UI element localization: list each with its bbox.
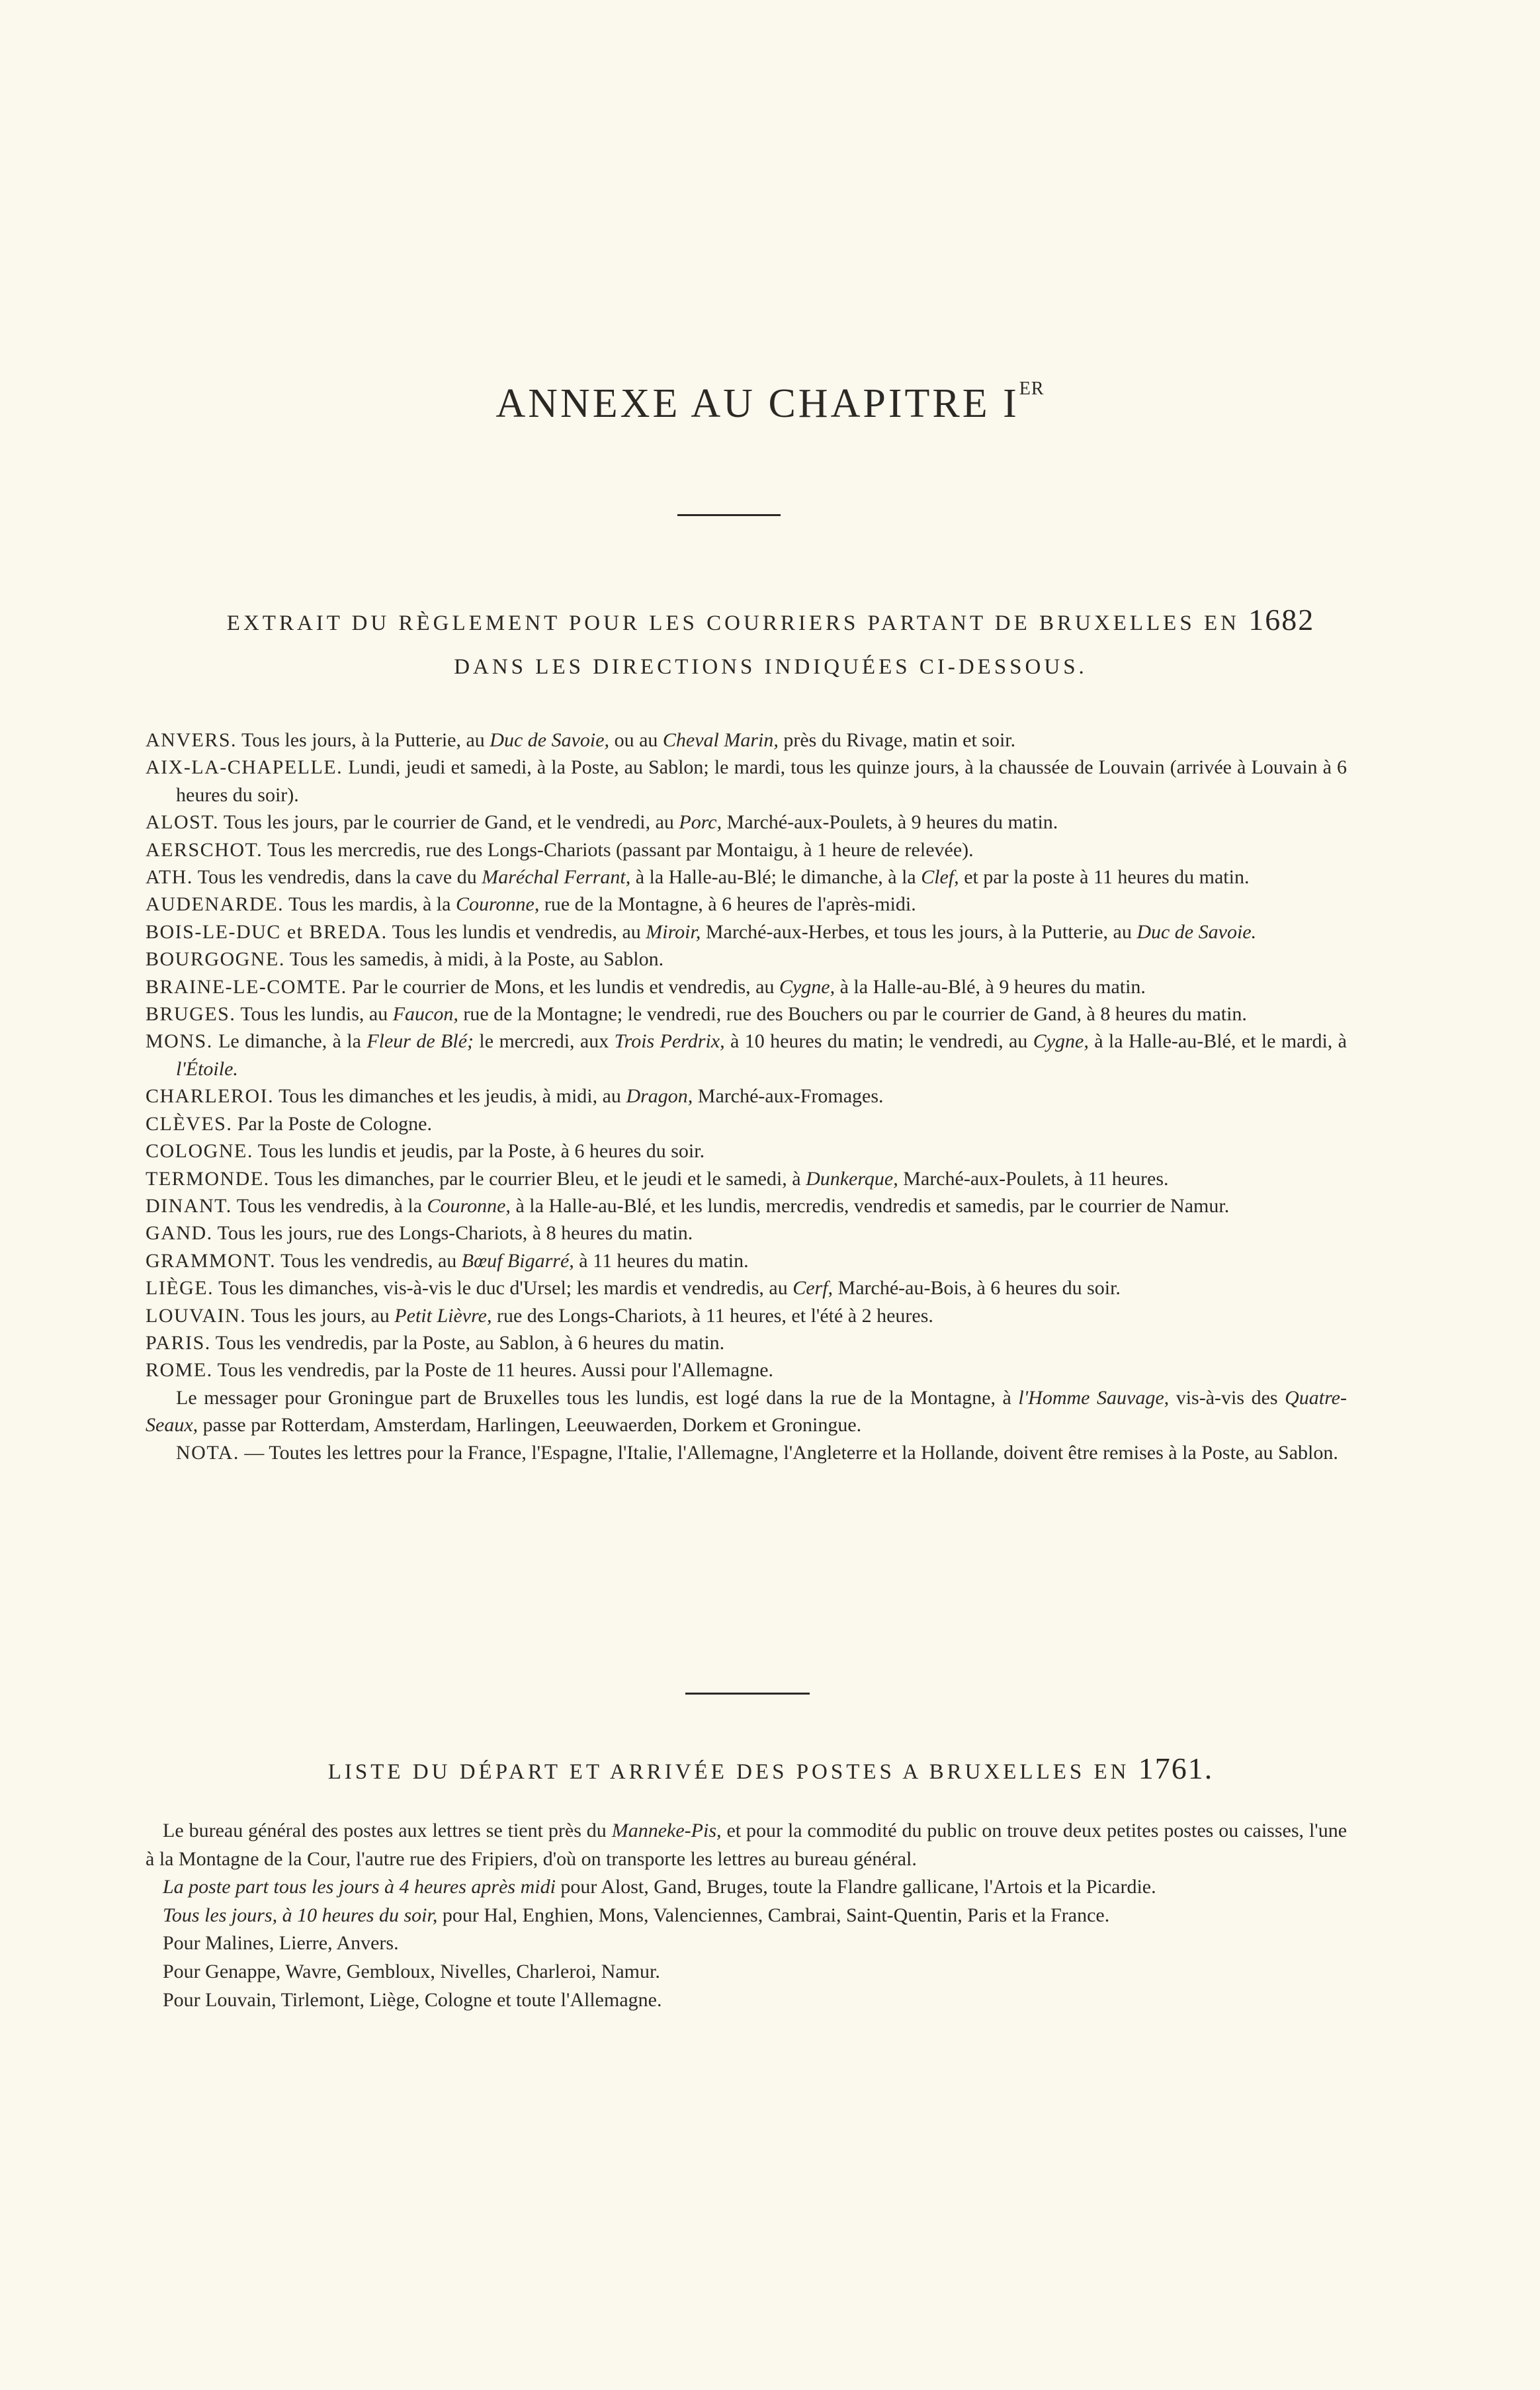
text-segment: le mercredi, aux — [474, 1030, 615, 1053]
text-segment: à la Halle-au-Blé, et les lundis, mercredis, vendredis et samedis, par le courrier de Namur. — [510, 1194, 1230, 1217]
entry — [146, 1439, 1347, 1466]
entry — [146, 1028, 1347, 1083]
text-segment: Tous les jours, à la Putterie, au — [237, 729, 490, 751]
entry-place: BRAINE-LE-COMTE. — [146, 975, 347, 998]
text-segment: passe par Rotterdam, Amsterdam, Harlingen, Leeuwaerden, Dorkem et Groningue. — [198, 1414, 862, 1437]
text-segment: Tous les dimanches, vis-à-vis le duc d'Ursel; les mardis et vendredis, au — [214, 1277, 793, 1300]
title-superscript: ER — [1019, 378, 1045, 399]
text-segment: Marché-aux-Poulets, à 9 heures du matin. — [722, 811, 1058, 834]
text-segment: rue des Longs-Chariots, à 11 heures, et l'été à 2 heures. — [492, 1304, 933, 1327]
entry-place: ALOST. — [146, 811, 219, 834]
extrait-heading-line1: EXTRAIT DU RÈGLEMENT POUR LES COURRIERS PARTANT DE BRUXELLES EN 1682 — [226, 603, 1315, 637]
text-segment: et par la poste à 11 heures du matin. — [959, 866, 1250, 889]
text-segment: Tous les vendredis, au — [276, 1249, 462, 1272]
italic-text: Couronne, — [427, 1194, 511, 1217]
text-segment: Marché-aux-Herbes, et tous les jours, à la Putterie, au — [701, 920, 1137, 943]
text-segment: Marché-aux-Poulets, à 11 heures. — [898, 1167, 1169, 1190]
entry — [146, 1247, 1347, 1274]
entry — [146, 754, 1347, 809]
page-title — [0, 378, 1540, 427]
text-segment: Pour Louvain, Tirlemont, Liège, Cologne et toute l'Allemagne. — [163, 1988, 662, 2011]
text-segment: pour Hal, Enghien, Mons, Valenciennes, Cambrai, Saint-Quentin, Paris et la France. — [437, 1904, 1110, 1926]
text-segment: Tous les jours, par le courrier de Gand, et le vendredi, au — [218, 811, 679, 834]
liste-paragraph — [146, 1929, 1347, 1958]
title-main: ANNEXE AU CHAPITRE I — [495, 381, 1019, 426]
text-segment: Tous les vendredis, dans la cave du — [192, 866, 482, 889]
text-segment: Tous les lundis et jeudis, par la Poste, à 6 heures du soir. — [253, 1140, 705, 1163]
entry — [146, 1274, 1347, 1302]
italic-text: Trois Perdrix, — [614, 1030, 725, 1053]
text-segment: Le dimanche, à la — [212, 1030, 367, 1053]
italic-text: Cheval Marin, — [662, 729, 779, 751]
text-segment: Tous les vendredis, à la — [232, 1194, 427, 1217]
text-segment: à la Halle-au-Blé; le dimanche, à la — [630, 866, 921, 889]
text-segment: Tous les jours, rue des Longs-Chariots, à 8 heures du matin. — [212, 1222, 693, 1245]
italic-text: Cygne, — [1033, 1030, 1089, 1053]
entry-place: ANVERS. — [146, 729, 237, 751]
entry — [146, 1000, 1347, 1028]
text-segment: pour Alost, Gand, Bruges, toute la Flandre gallicane, l'Artois et la Picardie. — [555, 1876, 1156, 1898]
entry-place: ROME. — [146, 1359, 213, 1382]
italic-text: Cerf, — [792, 1277, 834, 1300]
entry-place: PARIS. — [146, 1331, 211, 1354]
entry-place: NOTA. — [176, 1441, 239, 1464]
text-segment: ou au — [609, 729, 663, 751]
italic-text: Couronne, — [455, 893, 540, 916]
text-segment: rue de la Montagne, à 6 heures de l'après-midi. — [539, 893, 916, 916]
text-segment: Le messager pour Groningue part de Bruxelles tous les lundis, est logé dans la rue de la Montagne, à — [176, 1386, 1019, 1409]
entry-place: DINANT. — [146, 1194, 232, 1217]
italic-text: Duc de Savoie. — [1136, 920, 1257, 943]
text-segment: — Toutes les lettres pour la France, l'Espagne, l'Italie, l'Allemagne, l'Angleterre et la Hollande, doivent être remises à la Poste, au Sablon. — [239, 1441, 1338, 1464]
courrier-entries — [146, 727, 1347, 1466]
extrait-heading — [146, 598, 1396, 689]
italic-text: Dragon, — [626, 1085, 693, 1108]
italic-text: Petit Lièvre, — [394, 1304, 492, 1327]
text-segment: Pour Malines, Lierre, Anvers. — [163, 1932, 399, 1955]
italic-text: l'Étoile. — [176, 1057, 238, 1080]
text-segment: Tous les dimanches et les jeudis, à midi, au — [274, 1085, 626, 1108]
italic-text: Faucon, — [392, 1003, 458, 1026]
text-segment: près du Rivage, matin et soir. — [778, 729, 1016, 751]
liste-year: 1761. — [1138, 1751, 1214, 1785]
text-segment: Par la Poste de Cologne. — [232, 1112, 432, 1135]
italic-text: Duc de Savoie, — [490, 729, 610, 751]
italic-text: La poste part tous les jours à 4 heures après midi — [163, 1876, 556, 1898]
text-segment: Tous les samedis, à midi, à la Poste, au Sablon. — [284, 948, 664, 971]
title-rule — [677, 514, 781, 516]
italic-text: Manneke-Pis, — [611, 1820, 722, 1841]
text-segment: Tous les dimanches, par le courrier Bleu, et le jeudi et le samedi, à — [269, 1167, 806, 1190]
entry-place: BOURGOGNE. — [146, 948, 285, 971]
text-segment: et pour la commodité du public on trouve deux petites postes ou caisses, l'une à la Montagne de la Cour, l'autre rue des Fripiers, d'où on transporte les lettres au bureau général. — [146, 1820, 1348, 1870]
liste-heading: LISTE DU DÉPART ET ARRIVÉE DES POSTES A BRUXELLES EN 1761. — [327, 1751, 1214, 1785]
text-segment: Tous les vendredis, par la Poste, au Sablon, à 6 heures du matin. — [210, 1331, 725, 1354]
italic-text: Clef, — [921, 866, 959, 889]
entry — [146, 1384, 1347, 1439]
text-segment: Tous les mardis, à la — [284, 893, 456, 916]
entry-place: ATH. — [146, 866, 193, 889]
section-rule — [685, 1693, 810, 1695]
italic-text: Miroir, — [646, 920, 701, 943]
liste-paragraph — [146, 1986, 1347, 2015]
entry — [146, 1165, 1347, 1192]
text-segment: vis-à-vis des — [1169, 1386, 1285, 1409]
liste-paragraph — [146, 1958, 1347, 1986]
text-segment: à 11 heures du matin. — [574, 1249, 749, 1272]
text-segment: Par le courrier de Mons, et les lundis et vendredis, au — [347, 975, 779, 998]
text-segment: à la Halle-au-Blé, à 9 heures du matin. — [835, 975, 1146, 998]
extrait-year: 1682 — [1248, 603, 1315, 637]
italic-text: Dunkerque, — [806, 1167, 898, 1190]
entry — [146, 809, 1347, 836]
entry — [146, 1302, 1347, 1329]
entry-place: AIX-LA-CHAPELLE. — [146, 756, 343, 779]
entry-place: LOUVAIN. — [146, 1304, 247, 1327]
text-segment: à 10 heures du matin; le vendredi, au — [724, 1030, 1033, 1053]
italic-text: Porc, — [679, 811, 722, 834]
entry-place: AERSCHOT. — [146, 838, 263, 861]
text-segment: Lundi, jeudi et samedi, à la Poste, au Sablon; le mardi, tous les quinze jours, à la chaussée de Louvain (arrivée à Louvain à 6 heures du soir). — [176, 756, 1347, 806]
entry — [146, 1137, 1347, 1165]
italic-text: l'Homme Sauvage, — [1018, 1386, 1170, 1409]
text-segment: Pour Genappe, Wavre, Gembloux, Nivelles, Charleroi, Namur. — [163, 1960, 660, 1982]
entry — [146, 727, 1347, 754]
entry — [146, 863, 1347, 891]
entry-place: BRUGES. — [146, 1003, 236, 1026]
liste-paragraph — [146, 1902, 1347, 1930]
entry-place: CHARLEROI. — [146, 1085, 275, 1108]
entry-place: BOIS-LE-DUC et BREDA. — [146, 920, 388, 943]
entry-place: AUDENARDE. — [146, 893, 284, 916]
entry-place: GAND. — [146, 1222, 213, 1245]
liste-body — [146, 1817, 1347, 2014]
entry — [146, 1219, 1347, 1247]
entry-place: CLÈVES. — [146, 1112, 233, 1135]
italic-text: Bœuf Bigarré, — [461, 1249, 574, 1272]
extrait-heading-line2: DANS LES DIRECTIONS INDIQUÉES CI-DESSOUS. — [454, 655, 1088, 679]
entry — [146, 836, 1347, 863]
entry-place: LIÈGE. — [146, 1277, 214, 1300]
text-segment: Tous les vendredis, par la Poste de 11 heures. Aussi pour l'Allemagne. — [212, 1359, 774, 1382]
text-segment: Tous les jours, au — [246, 1304, 395, 1327]
text-segment: Tous les lundis et vendredis, au — [387, 920, 646, 943]
liste-paragraph — [146, 1817, 1347, 1873]
entry — [146, 918, 1347, 946]
entry — [146, 1083, 1347, 1110]
text-segment: rue de la Montagne; le vendredi, rue des Bouchers ou par le courrier de Gand, à 8 heures du matin. — [458, 1003, 1247, 1026]
text-segment: Tous les lundis, au — [235, 1003, 393, 1026]
liste-paragraph — [146, 1873, 1347, 1902]
italic-text: Cygne, — [779, 975, 835, 998]
entry-place: GRAMMONT. — [146, 1249, 277, 1272]
italic-text: Quatre-Seaux, — [146, 1386, 1347, 1437]
text-segment: Tous les mercredis, rue des Longs-Chariots (passant par Montaigu, à 1 heure de relevée). — [263, 838, 974, 861]
entry-place: TERMONDE. — [146, 1167, 270, 1190]
entry — [146, 1110, 1347, 1137]
italic-text: Maréchal Ferrant, — [482, 866, 631, 889]
italic-text: Tous les jours, à 10 heures du soir, — [163, 1904, 438, 1926]
entry-place: COLOGNE. — [146, 1140, 253, 1163]
entry — [146, 1192, 1347, 1219]
entry — [146, 1329, 1347, 1356]
text-segment: Le bureau général des postes aux lettres se tient près du — [163, 1820, 612, 1841]
text-segment: Marché-aux-Fromages. — [693, 1085, 884, 1108]
text-segment: Marché-au-Bois, à 6 heures du soir. — [833, 1277, 1121, 1300]
entry — [146, 891, 1347, 918]
entry-place: MONS. — [146, 1030, 213, 1053]
text-segment: à la Halle-au-Blé, et le mardi, à — [1088, 1030, 1347, 1053]
entry — [146, 946, 1347, 973]
entry — [146, 973, 1347, 1000]
italic-text: Fleur de Blé; — [366, 1030, 474, 1053]
entry — [146, 1356, 1347, 1384]
